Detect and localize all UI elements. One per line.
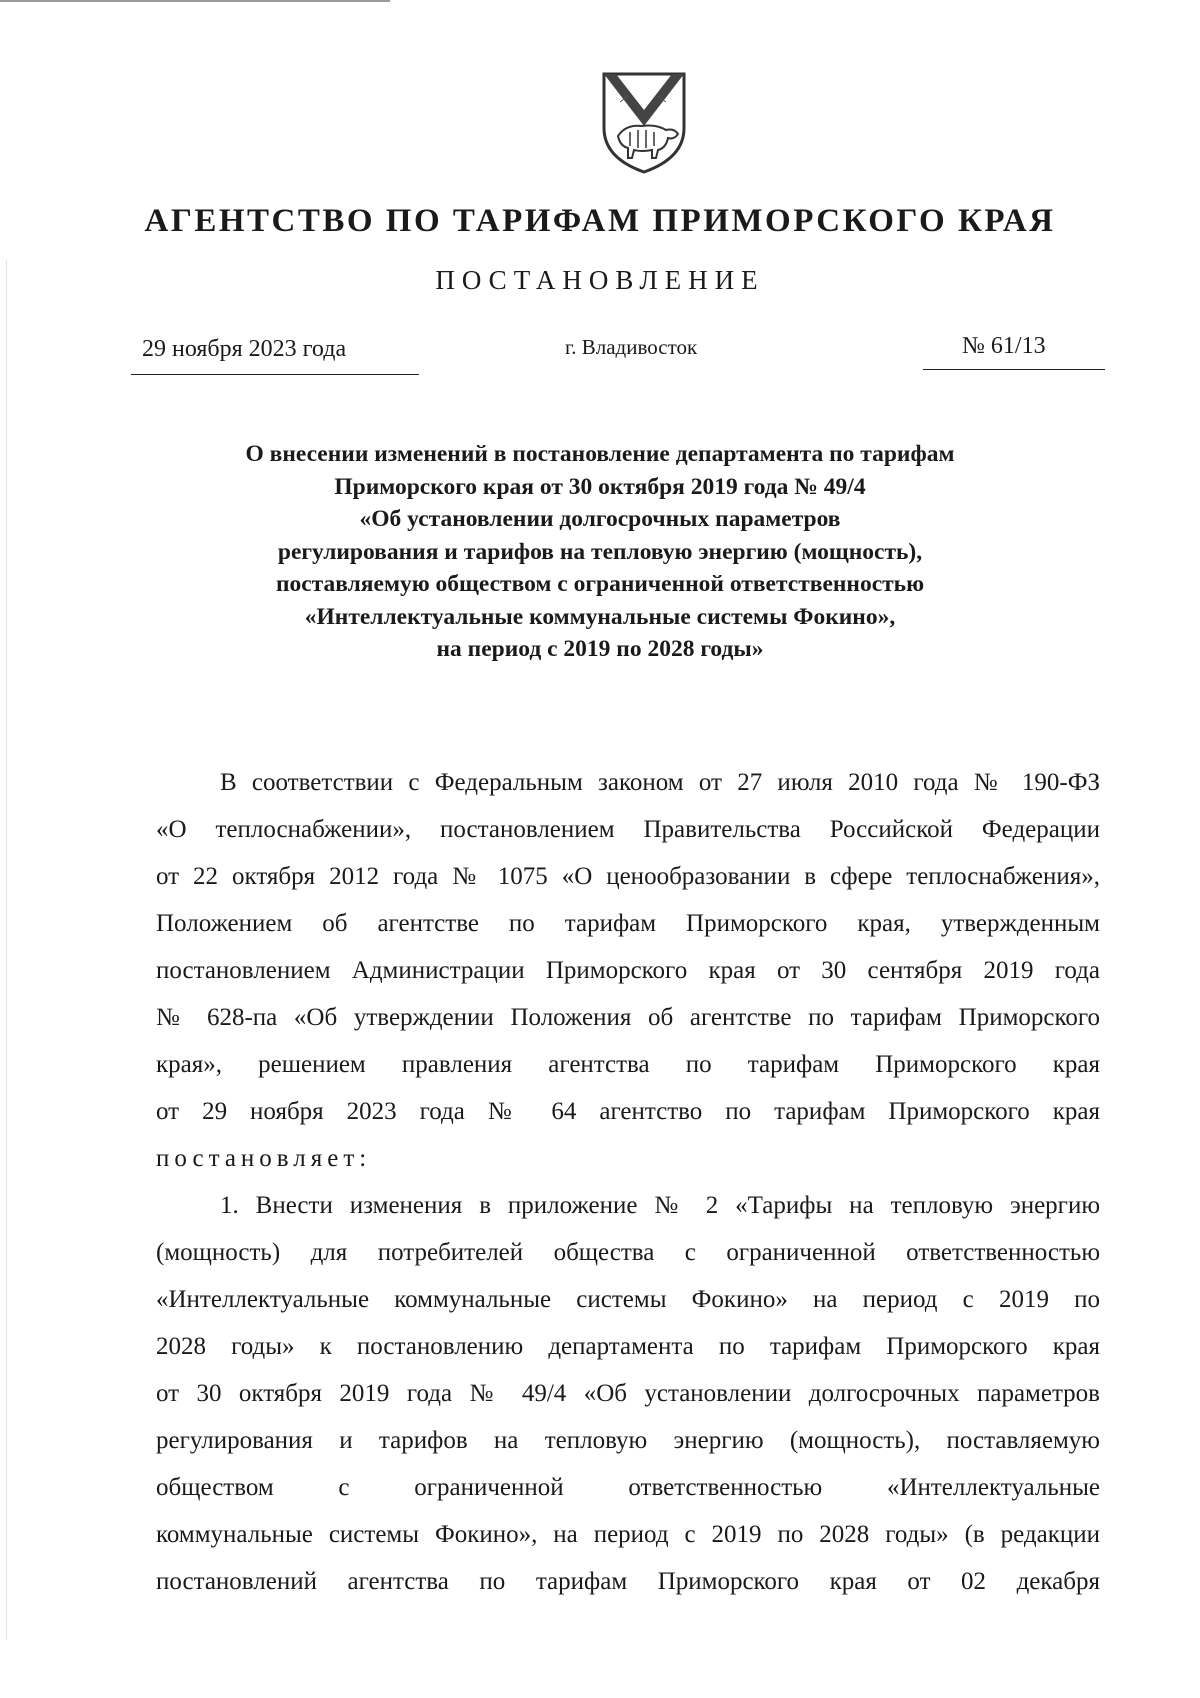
title-line: «Интеллектуальные коммунальные системы Фокино», xyxy=(304,603,896,630)
title-line: Приморского края от 30 октября 2019 года № 49/4 xyxy=(334,473,866,500)
body-line: 1. Внести изменения в приложение № 2 «Тарифы на тепловую энергию xyxy=(220,1192,1100,1219)
title-line: О внесении изменений в постановление департамента по тарифам xyxy=(245,441,955,467)
body-line: регулирования и тарифов на тепловую энергию (мощность), поставляемую xyxy=(156,1427,1100,1454)
resolution-word: постановляет: xyxy=(156,1145,372,1172)
document-type: ПОСТАНОВЛЕНИЕ xyxy=(435,265,765,295)
document-body xyxy=(156,759,1100,1605)
body-line: от 30 октября 2019 года № 49/4 «Об установлении долгосрочных параметров xyxy=(156,1380,1100,1407)
body-line: постановлений агентства по тарифам Приморского края от 02 декабря xyxy=(156,1568,1100,1595)
title-line: «Об установлении долгосрочных параметров xyxy=(359,506,841,532)
title-line: поставляемую обществом с ограниченной ответственностью xyxy=(275,571,925,597)
body-line: постановлением Администрации Приморского края от 30 сентября 2019 года xyxy=(156,957,1100,984)
agency-name: АГЕНТСТВО ПО ТАРИФАМ ПРИМОРСКОГО КРАЯ xyxy=(144,203,1056,239)
title-line: регулирования и тарифов на тепловую энергию (мощность), xyxy=(277,538,923,565)
body-line: «Интеллектуальные коммунальные системы Фокино» на период с 2019 по xyxy=(156,1286,1100,1313)
body-line: «О теплоснабжении», постановлением Правительства Российской Федерации xyxy=(156,816,1100,843)
title-line: на период с 2019 по 2028 годы» xyxy=(436,636,764,662)
body-line: (мощность) для потребителей общества с ограниченной ответственностью xyxy=(156,1239,1100,1266)
scan-edge-left xyxy=(6,260,7,1640)
document-date: 29 ноября 2023 года xyxy=(142,336,347,362)
body-line: края», решением правления агентства по тарифам Приморского края xyxy=(156,1051,1100,1078)
document-number: № 61/13 xyxy=(962,333,1046,359)
body-line: В соответствии с Федеральным законом от 27 июля 2010 года № 190-ФЗ xyxy=(220,769,1100,796)
body-line: обществом с ограниченной ответственностью «Интеллектуальные xyxy=(156,1474,1100,1501)
date-underline xyxy=(131,374,419,375)
body-line: 2028 годы» к постановлению департамента по тарифам Приморского края xyxy=(156,1333,1100,1360)
body-line: от 29 ноября 2023 года № 64 агентство по тарифам Приморского края xyxy=(156,1098,1100,1125)
body-line: Положением об агентстве по тарифам Приморского края, утвержденным xyxy=(156,910,1100,937)
document-title xyxy=(150,438,1050,666)
body-line: коммунальные системы Фокино», на период с 2019 по 2028 годы» (в редакции xyxy=(156,1521,1100,1548)
scan-edge-top xyxy=(0,0,390,2)
body-line: от 22 октября 2012 года № 1075 «О ценообразовании в сфере теплоснабжения», xyxy=(156,863,1100,890)
coat-of-arms-icon xyxy=(596,66,692,176)
number-underline xyxy=(923,369,1105,370)
document-city: г. Владивосток xyxy=(565,335,698,359)
body-line: № 628-па «Об утверждении Положения об агентстве по тарифам Приморского xyxy=(156,1004,1100,1031)
